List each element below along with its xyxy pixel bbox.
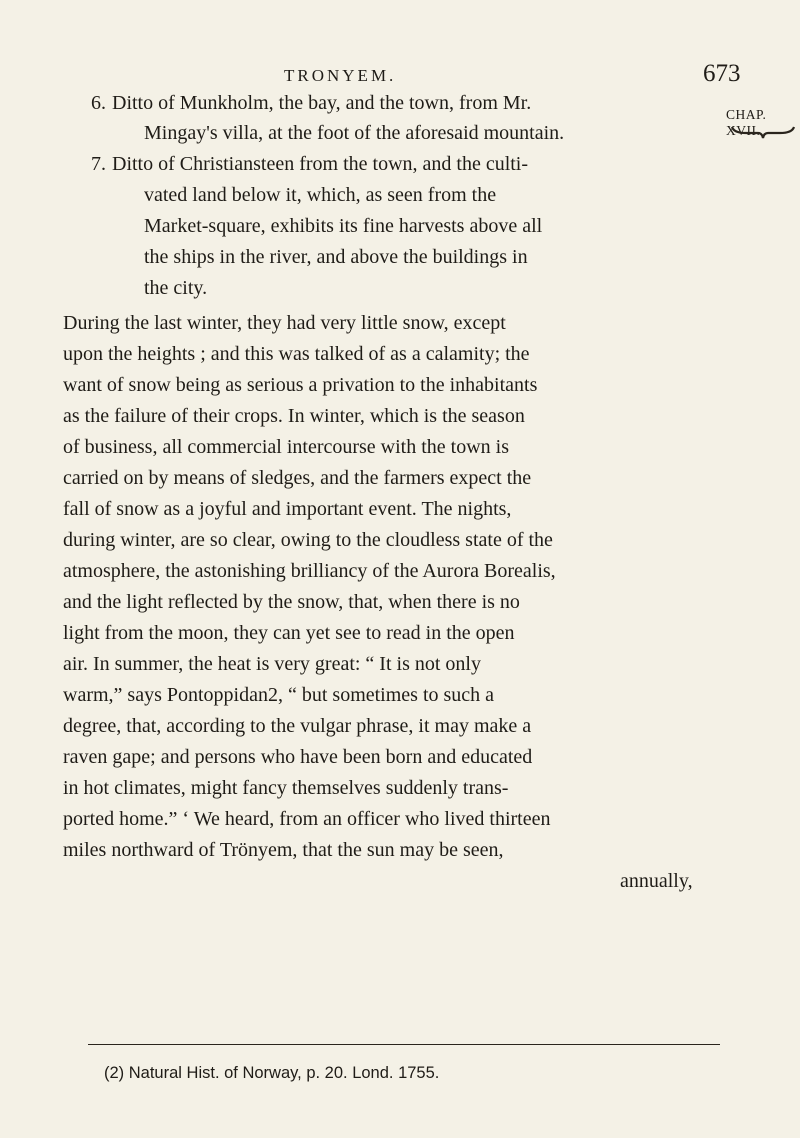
catchword: annually,	[620, 870, 693, 892]
paragraph-line: warm,” says Pontoppidan2, “ but sometimes to such a	[63, 684, 495, 706]
paragraph-line: want of snow being as serious a privation to the inhabitants	[63, 374, 538, 396]
page-number: 673	[703, 60, 741, 87]
paragraph-line: ported home.” ‘ We heard, from an officer who lived thirteen	[63, 808, 551, 830]
footnote-rule	[88, 1044, 720, 1045]
paragraph-line: During the last winter, they had very little snow, except	[63, 312, 506, 334]
item-line: Mingay's villa, at the foot of the aforesaid mountain.	[144, 122, 565, 144]
item-number: 7.	[91, 153, 106, 175]
footnote: (2) Natural Hist. of Norway, p. 20. Lond. 1755.	[104, 1064, 440, 1082]
chapter-brace-icon	[730, 125, 796, 139]
paragraph-line: upon the heights ; and this was talked of as a calamity; the	[63, 343, 530, 365]
paragraph-line: of business, all commercial intercourse with the town is	[63, 436, 510, 458]
paragraph-line: miles northward of Trönyem, that the sun may be seen,	[63, 839, 504, 861]
paragraph-line: raven gape; and persons who have been born and educated	[63, 746, 533, 768]
item-line: vated land below it, which, as seen from the	[144, 184, 497, 206]
item-line: the city.	[144, 277, 208, 299]
paragraph-line: light from the moon, they can yet see to read in the open	[63, 622, 515, 644]
paragraph-line: and the light reflected by the snow, that, when there is no	[63, 591, 520, 613]
paragraph-line: fall of snow as a joyful and important event. The nights,	[63, 498, 512, 520]
item-number: 6.	[91, 92, 106, 114]
item-line: the ships in the river, and above the buildings in	[144, 246, 528, 268]
paragraph-line: degree, that, according to the vulgar phrase, it may make a	[63, 715, 532, 737]
chapter-marker: CHAP. XVII.	[726, 107, 767, 138]
paragraph-line: as the failure of their crops. In winter, which is the season	[63, 405, 525, 427]
paragraph-line: carried on by means of sledges, and the farmers expect the	[63, 467, 532, 489]
paragraph-line: atmosphere, the astonishing brilliancy of the Aurora Borealis,	[63, 560, 556, 582]
item-line: Ditto of Munkholm, the bay, and the town, from Mr.	[112, 92, 532, 114]
item-line: Ditto of Christiansteen from the town, and the culti-	[112, 153, 529, 175]
item-line: Market-square, exhibits its fine harvests above all	[144, 215, 543, 237]
paragraph-line: air. In summer, the heat is very great: “ It is not only	[63, 653, 481, 675]
paragraph-line: in hot climates, might fancy themselves suddenly trans-	[63, 777, 509, 799]
running-title: TRONYEM.	[284, 66, 397, 85]
paragraph-line: during winter, are so clear, owing to the cloudless state of the	[63, 529, 553, 551]
